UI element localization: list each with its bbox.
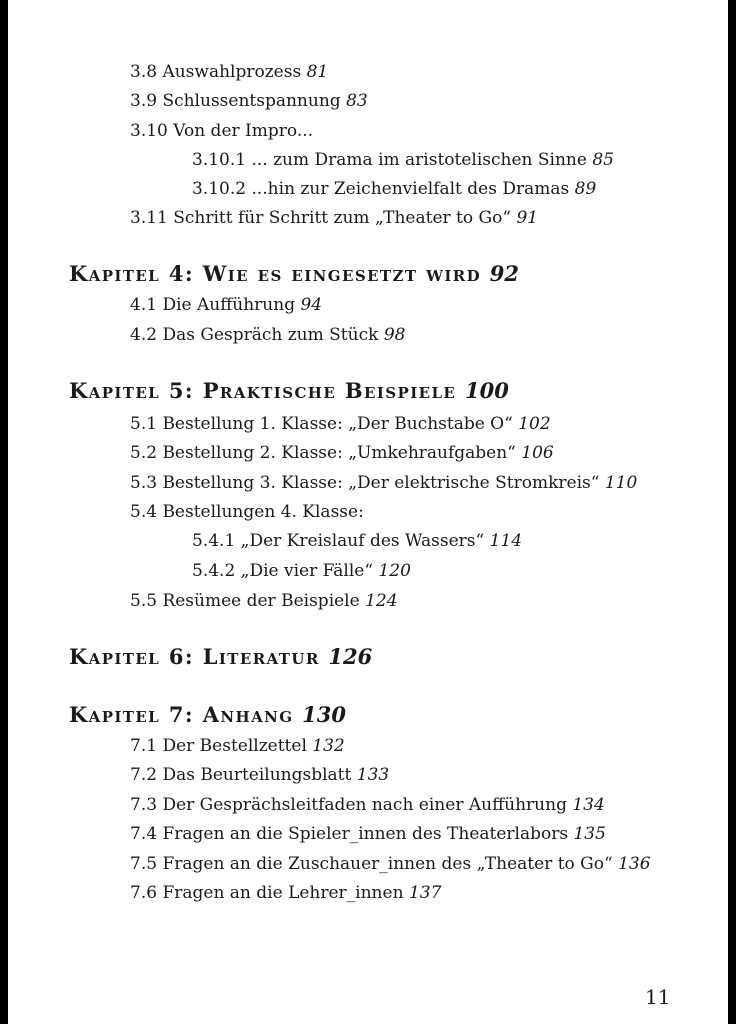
toc-entry: 5.4.1 „Der Kreislauf des Wassers“ 114 [192,531,523,551]
toc-chapter-heading: Kapitel 4: Wie es eingesetzt wird 92 [69,261,519,286]
toc-chapter-heading: Kapitel 5: Praktische Beispiele 100 [69,378,509,403]
toc-entry: 7.4 Fragen an die Spieler_innen des Theaterlabors 135 [130,824,606,844]
toc-entry: 3.11 Schritt für Schritt zum „Theater to Go“ 91 [130,208,539,228]
page-number: 11 [645,985,671,1009]
toc-entry: 5.1 Bestellung 1. Klasse: „Der Buchstabe O“ 102 [130,414,551,434]
toc-entry: 7.2 Das Beurteilungsblatt 133 [130,765,390,785]
toc-entry: 4.1 Die Aufführung 94 [130,295,323,315]
toc-entry: 3.10.2 ...hin zur Zeichenvielfalt des Dramas 89 [192,179,597,199]
toc-entry: 3.9 Schlussentspannung 83 [130,91,368,111]
toc-entry: 5.4 Bestellungen 4. Klasse: [130,502,364,522]
toc-entry: 5.2 Bestellung 2. Klasse: „Umkehraufgaben“ 106 [130,443,554,463]
toc-chapter-heading: Kapitel 6: Literatur 126 [69,644,373,669]
toc-entry: 5.4.2 „Die vier Fälle“ 120 [192,561,411,581]
toc-entry: 5.5 Resümee der Beispiele 124 [130,591,398,611]
toc-entry: 3.8 Auswahlprozess 81 [130,62,329,82]
toc-entry: 4.2 Das Gespräch zum Stück 98 [130,325,406,345]
toc-entry: 7.1 Der Bestellzettel 132 [130,736,345,756]
book-page [8,0,728,1024]
toc-chapter-heading: Kapitel 7: Anhang 130 [69,702,347,727]
toc-entry: 7.3 Der Gesprächsleitfaden nach einer Aufführung 134 [130,795,605,815]
toc-entry: 7.5 Fragen an die Zuschauer_innen des „Theater to Go“ 136 [130,854,651,874]
toc-entry: 7.6 Fragen an die Lehrer_innen 137 [130,883,442,903]
toc-entry: 3.10.1 ... zum Drama im aristotelischen Sinne 85 [192,150,614,170]
toc-entry: 3.10 Von der Impro... [130,121,314,141]
toc-entry: 5.3 Bestellung 3. Klasse: „Der elektrische Stromkreis“ 110 [130,473,638,493]
